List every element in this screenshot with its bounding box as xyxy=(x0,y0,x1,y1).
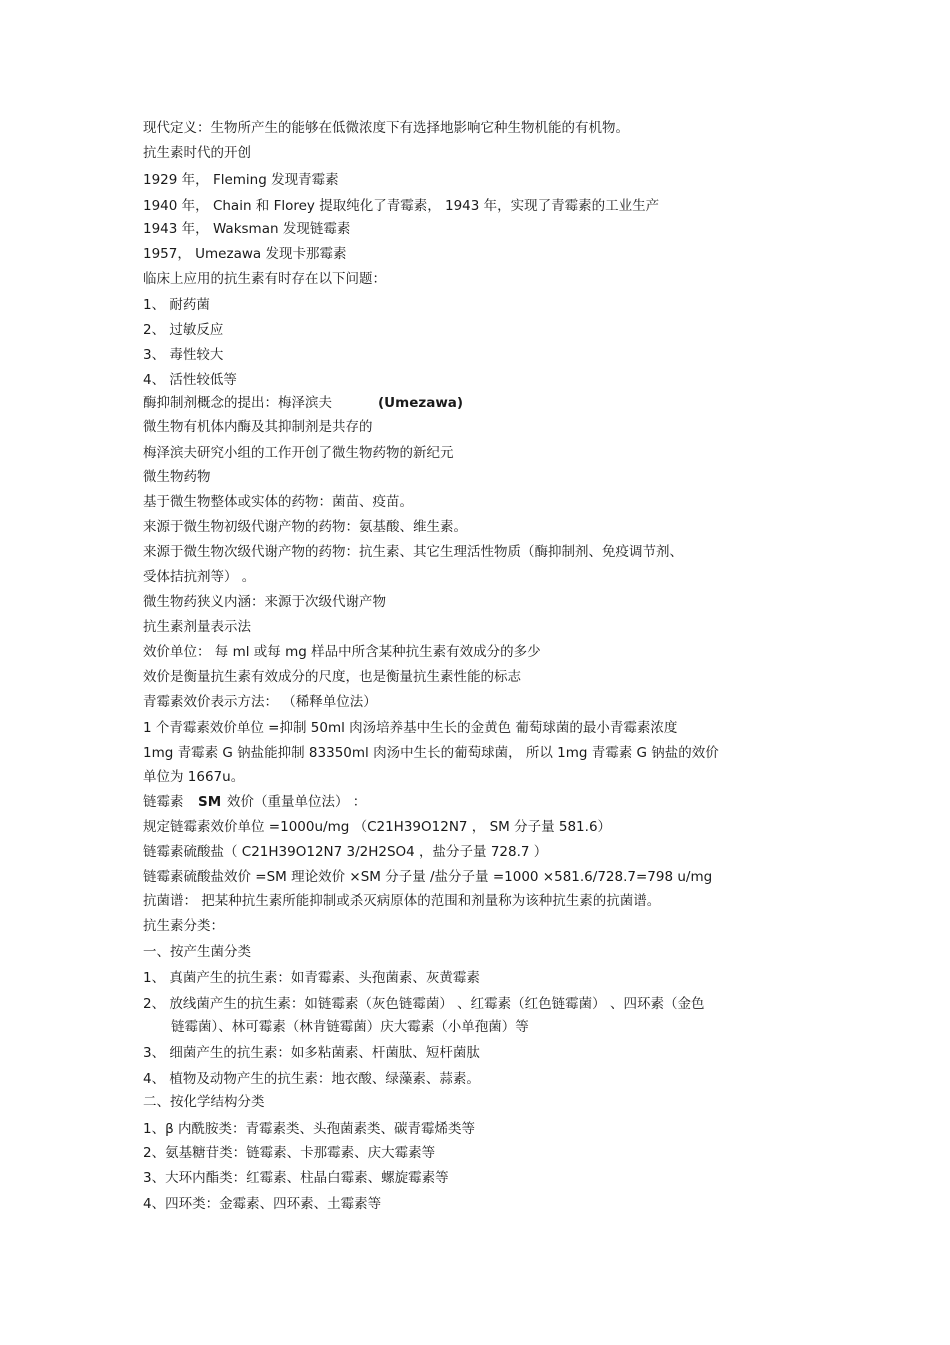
text-line: 单位为 1667u。 xyxy=(143,769,245,785)
text-line: 微生物药物 xyxy=(143,469,211,485)
list-item: 3、 毒性较大 xyxy=(143,347,224,363)
bold-term: SM xyxy=(198,794,222,810)
text-line: 链霉素硫酸盐效价 =SM 理论效价 ×SM 分子量 /盐分子量 =1000 ×581.6/728.7=798 u/mg xyxy=(143,869,713,885)
text-line: 1929 年， Fleming 发现青霉素 xyxy=(143,172,339,188)
text-line: 1mg 青霉素 G 钠盐能抑制 83350ml 肉汤中生长的葡萄球菌， 所以 1mg 青霉素 G 钠盐的效价 xyxy=(143,745,719,761)
list-item-continuation: 链霉菌）、林可霉素（林肯链霉菌）庆大霉素（小单孢菌）等 xyxy=(171,1019,529,1035)
text-line: 青霉素效价表示方法： （稀释单位法） xyxy=(143,694,377,710)
section-heading: 二、按化学结构分类 xyxy=(143,1094,265,1110)
text-line: 受体拮抗剂等） 。 xyxy=(143,569,256,585)
list-item: 2、氨基糖苷类：链霉素、卡那霉素、庆大霉素等 xyxy=(143,1145,436,1161)
text-line: 链霉素硫酸盐（ C21H39O12N7 3/2H2SO4 ，盐分子量 728.7 ） xyxy=(143,844,548,860)
text-line: 酶抑制剂概念的提出：梅泽滨夫 xyxy=(143,395,332,411)
text-line: 效价（重量单位法） ： xyxy=(227,794,367,810)
text-line: 抗生素分类： xyxy=(143,918,224,934)
list-item: 1、 真菌产生的抗生素：如青霉素、头孢菌素、灰黄霉素 xyxy=(143,970,480,986)
text-line: 规定链霉素效价单位 =1000u/mg （C21H39O12N7 ， SM 分子量 581.6） xyxy=(143,819,612,835)
text-line: 来源于微生物次级代谢产物的药物：抗生素、其它生理活性物质（酶抑制剂、免疫调节剂、 xyxy=(143,544,683,560)
text-line: 微生物有机体内酶及其抑制剂是共存的 xyxy=(143,419,373,435)
text-line: 1 个青霉素效价单位 =抑制 50ml 肉汤培养基中生长的金黄色 葡萄球菌的最小青霉素浓度 xyxy=(143,720,678,736)
text-line: 1943 年， Waksman 发现链霉素 xyxy=(143,221,351,237)
list-item: 4、 活性较低等 xyxy=(143,372,237,388)
list-item: 1、 耐药菌 xyxy=(143,297,210,313)
list-item: 3、大环内酯类：红霉素、柱晶白霉素、螺旋霉素等 xyxy=(143,1170,449,1186)
text-line: 抗菌谱： 把某种抗生素所能抑制或杀灭病原体的范围和剂量称为该种抗生素的抗菌谱。 xyxy=(143,893,661,909)
text-line: 链霉素 xyxy=(143,794,184,810)
text-line: 现代定义：生物所产生的能够在低微浓度下有选择地影响它种生物机能的有机物。 xyxy=(143,120,629,136)
text-line: 抗生素剂量表示法 xyxy=(143,619,251,635)
list-item: 1、β 内酰胺类：青霉素类、头孢菌素类、碳青霉烯类等 xyxy=(143,1121,475,1137)
text-line: 1957， Umezawa 发现卡那霉素 xyxy=(143,246,347,262)
text-line: 梅泽滨夫研究小组的工作开创了微生物药物的新纪元 xyxy=(143,445,454,461)
list-item: 4、四环类：金霉素、四环素、土霉素等 xyxy=(143,1196,382,1212)
text-line: 抗生素时代的开创 xyxy=(143,145,251,161)
section-heading: 一、按产生菌分类 xyxy=(143,944,251,960)
text-line: 来源于微生物初级代谢产物的药物：氨基酸、维生素。 xyxy=(143,519,467,535)
list-item: 3、 细菌产生的抗生素：如多粘菌素、杆菌肽、短杆菌肽 xyxy=(143,1045,480,1061)
text-line: 基于微生物整体或实体的药物：菌苗、疫苗。 xyxy=(143,494,413,510)
list-item: 2、 放线菌产生的抗生素：如链霉素（灰色链霉菌） 、红霉素（红色链霉菌） 、四环素（金色 xyxy=(143,996,705,1012)
bold-term: (Umezawa) xyxy=(378,395,464,411)
text-line: 微生物药狭义内涵：来源于次级代谢产物 xyxy=(143,594,386,610)
text-line: 效价单位： 每 ml 或每 mg 样品中所含某种抗生素有效成分的多少 xyxy=(143,644,541,660)
list-item: 2、 过敏反应 xyxy=(143,322,224,338)
text-line: 临床上应用的抗生素有时存在以下问题： xyxy=(143,271,386,287)
text-line: 1940 年， Chain 和 Florey 提取纯化了青霉素， 1943 年，实现了青霉素的工业生产 xyxy=(143,198,660,214)
list-item: 4、 植物及动物产生的抗生素：地衣酸、绿藻素、蒜素。 xyxy=(143,1071,480,1087)
text-line: 效价是衡量抗生素有效成分的尺度，也是衡量抗生素性能的标志 xyxy=(143,669,521,685)
